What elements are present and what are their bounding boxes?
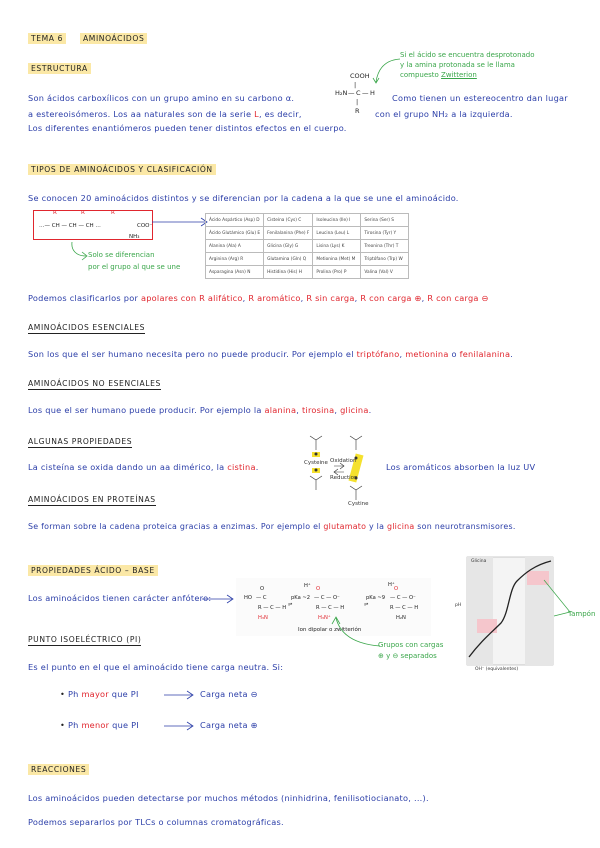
diff-note: Solo se diferencian por el grupo al que se une: [88, 251, 181, 271]
reacciones-line-2: Podemos separarlos por TLCs o columnas cromatográficas.: [28, 817, 284, 827]
diff-note-arrow: [68, 240, 90, 262]
pi-text: Es el punto en el que el aminoácido tiene carga neutra. Si:: [28, 662, 284, 672]
section-heading-pi: PUNTO ISOELÉCTRICO (PI): [28, 635, 142, 644]
tipos-intro: Se conocen 20 aminoácidos distintos y se diferencian por la cadena a la que se une el aminoácido.: [28, 193, 459, 203]
estructura-line-1b: Como tienen un estereocentro dan lugar: [392, 93, 568, 103]
aromaticos-uv: Los aromáticos absorben la luz UV: [386, 462, 536, 472]
topic-number: TEMA 6: [28, 33, 66, 43]
esenciales-text: Son los que el ser humano necesita pero no puede producir. Por ejemplo el triptófano, metionina o fenilalanina.: [28, 349, 514, 359]
table-row: Ácido Glutámico (Glu) E Fenilalanina (Phe) F Leucina (Leu) L Tirosina (Tyr) Y: [206, 227, 409, 240]
section-heading-esenciales: AMINOÁCIDOS ESENCIALES: [28, 323, 146, 332]
section-heading-tipos: TIPOS DE AMINOÁCIDOS Y CLASIFICACIÓN: [28, 164, 216, 174]
table-row: Asparagina (Asn) N Histidina (His) H Prolina (Pro) P Valina (Val) V: [206, 266, 409, 279]
propiedades-text: La cisteína se oxida dando un aa dimérico, la cistina.: [28, 462, 259, 472]
table-row: Arginina (Arg) R Glutamina (Gln) Q Metionina (Met) M Triptófano (Trp) W: [206, 253, 409, 266]
pi-bullet-menor: • Ph menor que PI: [60, 720, 140, 730]
section-heading-estructura: ESTRUCTURA: [28, 63, 91, 73]
chain-to-table-arrow: [150, 216, 210, 228]
amino-acid-table: [205, 213, 409, 279]
pi-arrow-2: [162, 721, 196, 731]
cysteine-oxidation-figure: Oxidation Reduction Cysteine Cystine: [300, 428, 375, 508]
pi-bullet-mayor: • Ph mayor que PI: [60, 689, 139, 699]
section-heading-acido-base: PROPIEDADES ÁCIDO – BASE: [28, 565, 158, 575]
estructura-line-2c: con el grupo NH₂ a la izquierda.: [375, 109, 513, 119]
pi-result-negative: Carga neta ⊖: [200, 689, 258, 699]
no-esenciales-text: Los que el ser humano puede producir. Por ejemplo la alanina, tirosina, glicina.: [28, 405, 372, 415]
clasificacion-line: Podemos clasificarlos por apolares con R alifático, R aromático, R sin carga, R con carga ⊕, R con carga ⊖: [28, 293, 489, 303]
tampon-label: Tampón: [568, 610, 596, 618]
acido-base-arrow: [200, 594, 236, 604]
section-heading-no-esenciales: AMINOÁCIDOS NO ESENCIALES: [28, 379, 161, 388]
section-heading-proteinas: AMINOÁCIDOS EN PROTEÍNAS: [28, 495, 156, 504]
zwitterion-note: Si el ácido se encuentra desprotonado y la amina protonada se le llama compuesto Zwitterion: [400, 51, 535, 79]
reacciones-line-1: Los aminoácidos pueden detectarse por muchos métodos (ninhidrina, fenilisotiocianato, ...).: [28, 793, 429, 803]
groups-note: Grupos con cargas ⊕ y ⊖ separados: [378, 641, 444, 660]
page-title: AMINOÁCIDOS: [80, 33, 147, 43]
table-row: Ácido Aspártico (Asp) D Cisteína (Cys) C Isoleucina (Ile) I Serina (Ser) S: [206, 214, 409, 227]
estructura-line-3: Los diferentes enantiómeros pueden tener distintos efectos en el cuerpo.: [28, 123, 347, 133]
amino-acid-formula: COOH | H₂N — C — H | R: [335, 72, 375, 115]
estructura-line-1: Son ácidos carboxílicos con un grupo amino en su carbono α.: [28, 93, 295, 103]
pi-result-positive: Carga neta ⊕: [200, 720, 258, 730]
chain-diagram: R R R …— CH — CH — CH … COO⁻ NH₃: [33, 210, 183, 246]
proteinas-text: Se forman sobre la cadena proteica gracias a enzimas. Por ejemplo el glutamato y la glicina son neurotransmisores.: [28, 522, 516, 531]
acido-base-text: Los aminoácidos tienen carácter anfótero:: [28, 593, 212, 603]
titration-curve: pH OH⁻ (equivalentes) Glicina: [455, 553, 555, 677]
section-heading-reacciones: REACCIONES: [28, 764, 89, 774]
section-heading-propiedades: ALGUNAS PROPIEDADES: [28, 437, 133, 446]
pi-arrow-1: [162, 690, 196, 700]
table-row: Alanina (Ala) A Glicina (Gly) G Lisina (Lys) K Treonina (Thr) T: [206, 240, 409, 253]
zwitterion-scheme: HO O — C R — C — H H₃N pKa ~2 H⁺ ⇌ O — C — O⁻ R — C — H H₃N⁺ pKa ~9 H⁺ ⇌ O — C — O⁻ R — C — H H₂N Ion dipolar o zwitterión: [236, 578, 431, 638]
estructura-line-2: a estereoisómeros. Los aa naturales son de la serie L, es decir,: [28, 109, 302, 119]
